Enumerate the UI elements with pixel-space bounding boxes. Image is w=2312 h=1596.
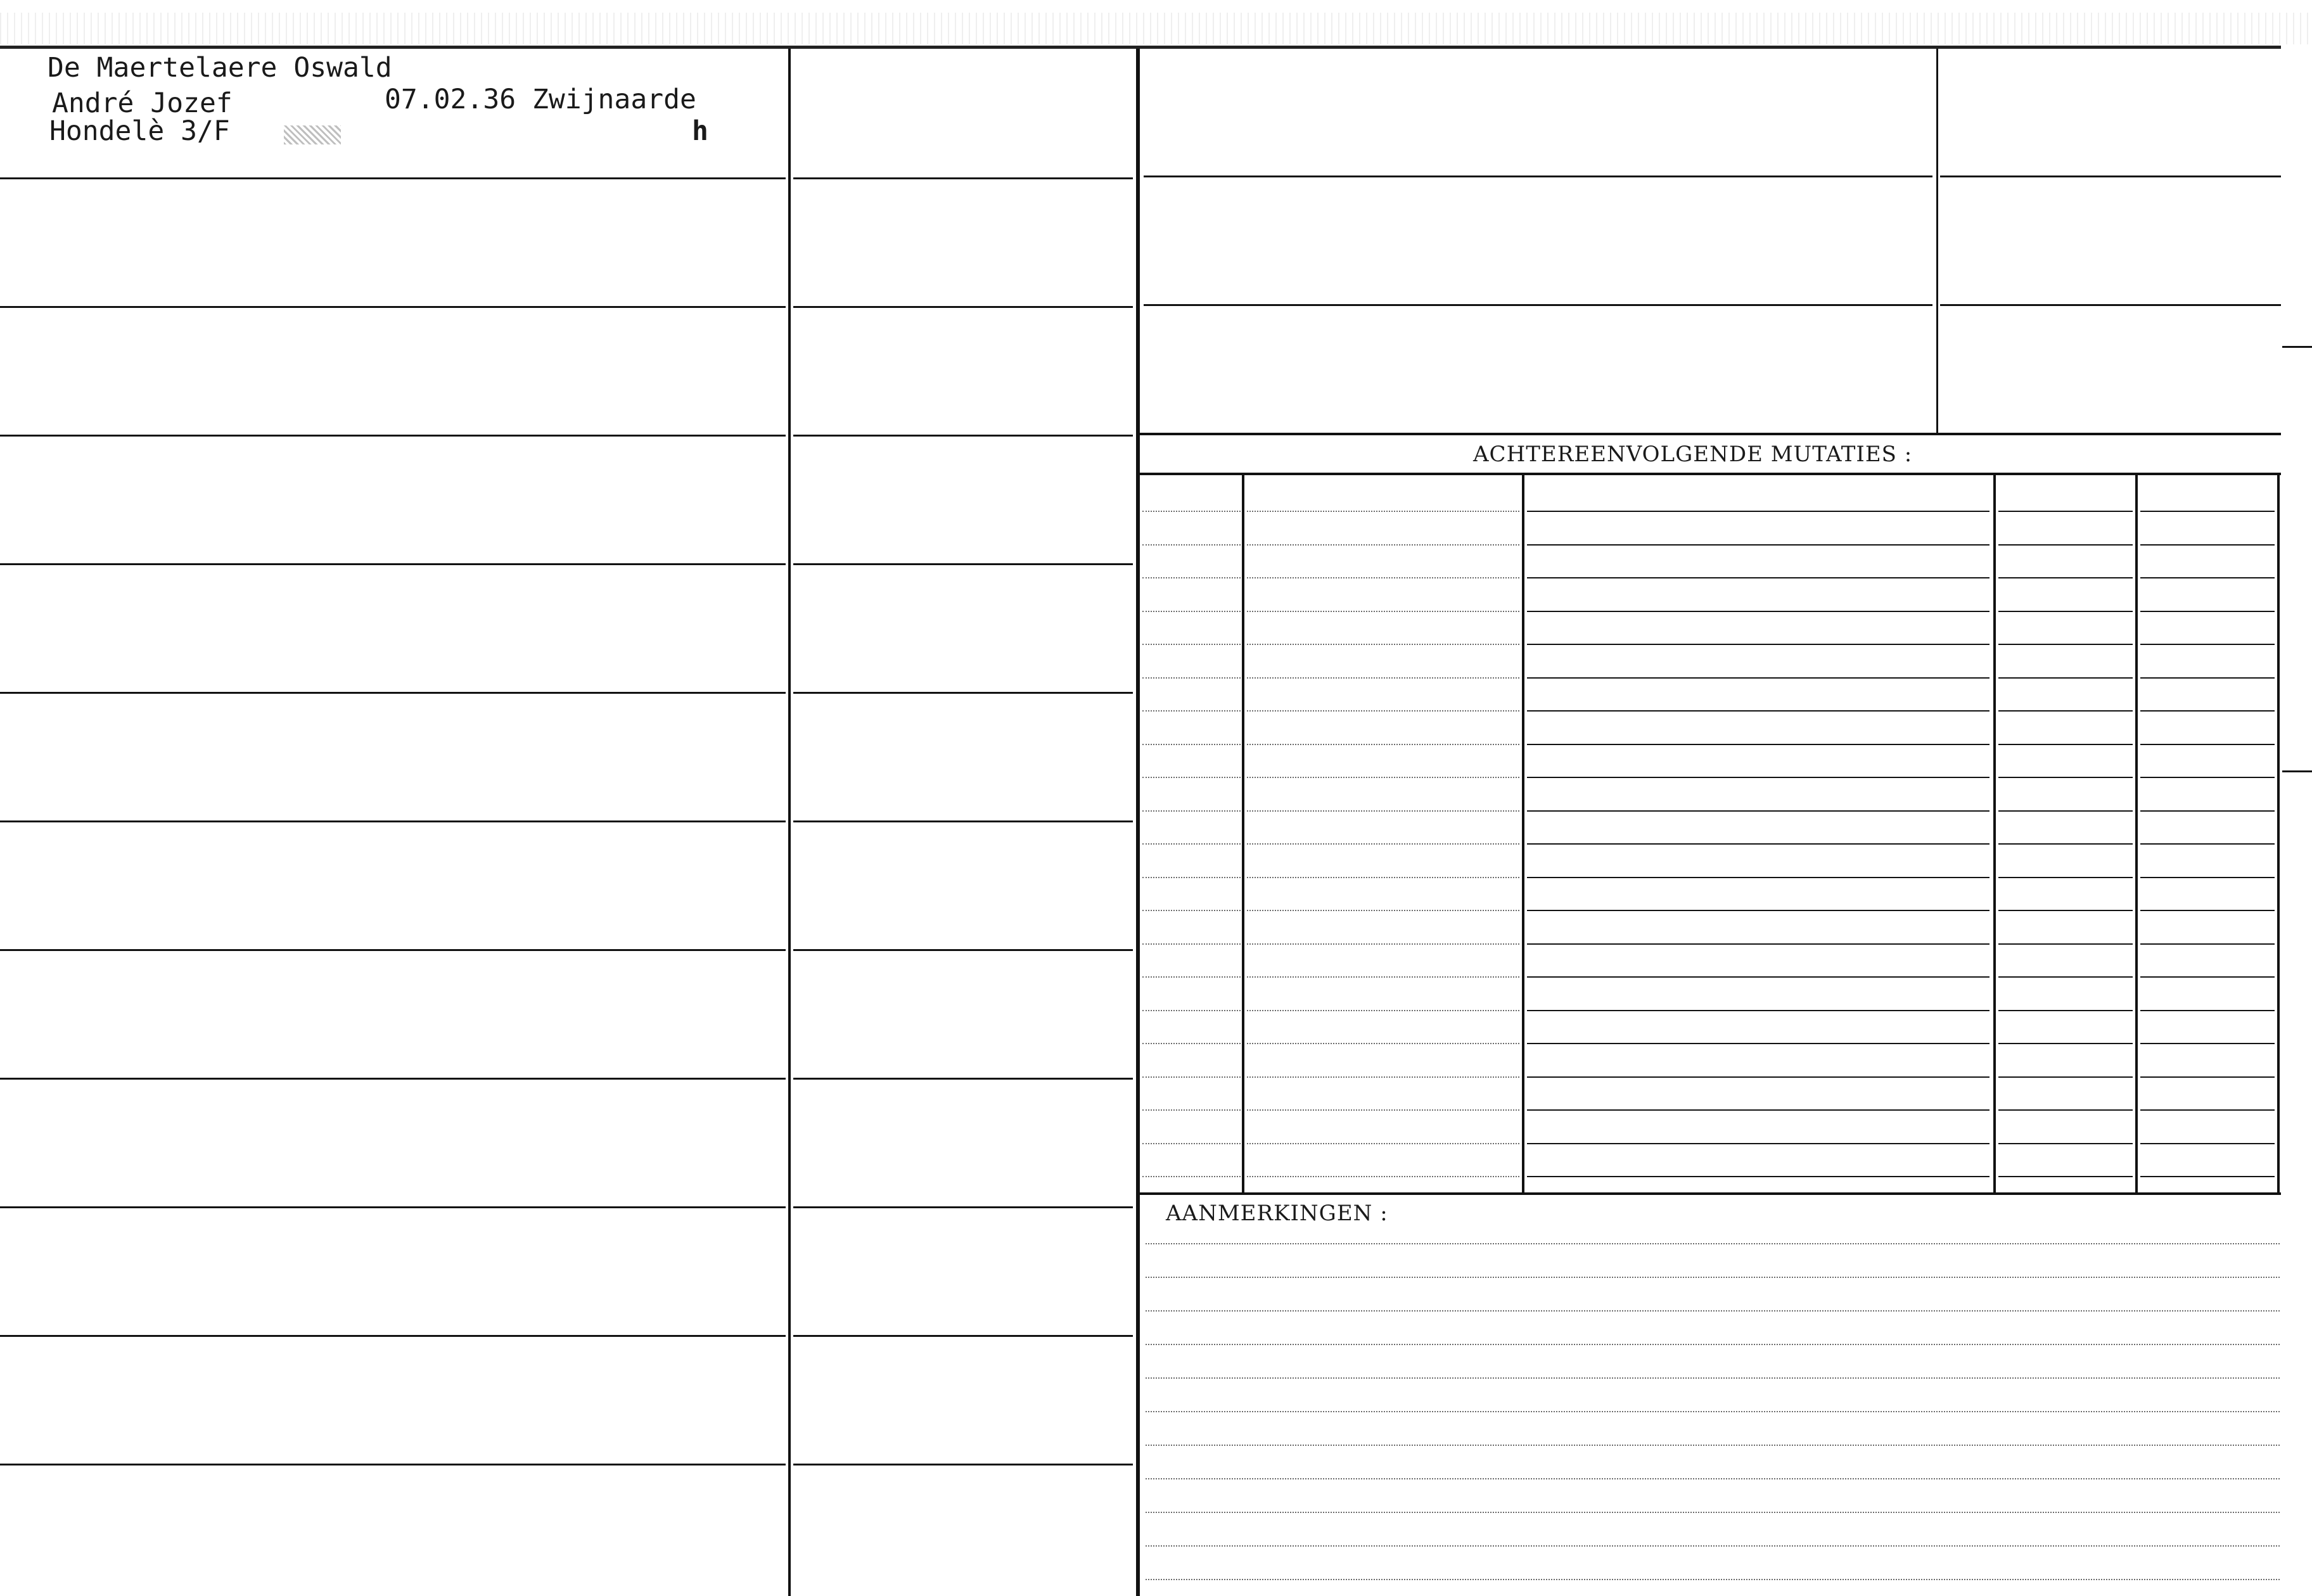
mutation-dotted-rule bbox=[1247, 810, 1519, 812]
faded-stamp bbox=[284, 125, 341, 144]
mutation-dotted-rule bbox=[1247, 777, 1519, 778]
mutation-dotted-rule bbox=[1247, 910, 1519, 911]
left-grid-divider bbox=[788, 49, 791, 1596]
mutation-solid-rule bbox=[1998, 843, 2133, 845]
mutation-dotted-rule bbox=[1142, 710, 1241, 712]
mutation-dotted-rule bbox=[1247, 577, 1519, 578]
mutation-dotted-rule bbox=[1247, 877, 1519, 878]
mutation-solid-rule bbox=[2140, 544, 2275, 546]
mutation-dotted-rule bbox=[1142, 744, 1241, 745]
left-grid-rule bbox=[0, 1464, 786, 1465]
remark-dotted-rule bbox=[1146, 1277, 2280, 1278]
right-upper-rule-1a bbox=[1144, 176, 1932, 177]
mutation-solid-rule bbox=[1998, 877, 2133, 878]
right-upper-rule-2b bbox=[1940, 304, 2281, 306]
mutation-dotted-rule bbox=[1142, 577, 1241, 578]
mutation-dotted-rule bbox=[1142, 1010, 1241, 1011]
mutation-solid-rule bbox=[1527, 1176, 1989, 1177]
edge-mark-1 bbox=[2282, 346, 2312, 348]
mutation-solid-rule bbox=[1527, 710, 1989, 712]
mutation-solid-rule bbox=[1998, 1043, 2133, 1044]
mutation-solid-rule bbox=[1998, 777, 2133, 778]
left-grid-rule bbox=[793, 1078, 1133, 1080]
mutation-dotted-rule bbox=[1142, 976, 1241, 978]
mutation-solid-rule bbox=[1998, 1176, 2133, 1177]
mutation-dotted-rule bbox=[1142, 877, 1241, 878]
mutation-solid-rule bbox=[2140, 1109, 2275, 1111]
mutation-solid-rule bbox=[2140, 577, 2275, 578]
mutation-dotted-rule bbox=[1142, 511, 1241, 512]
remark-dotted-rule bbox=[1146, 1478, 2280, 1479]
mutation-solid-rule bbox=[2140, 777, 2275, 778]
mutation-solid-rule bbox=[2140, 843, 2275, 845]
mutation-solid-rule bbox=[1998, 710, 2133, 712]
left-grid-rule bbox=[0, 306, 786, 308]
address: Hondelè 3/F bbox=[49, 115, 230, 147]
mutation-solid-rule bbox=[2140, 1010, 2275, 1011]
mutations-bottom-rule bbox=[1140, 1192, 2281, 1195]
mutation-solid-rule bbox=[2140, 810, 2275, 812]
mutation-solid-rule bbox=[1527, 1076, 1989, 1078]
mutation-solid-rule bbox=[1527, 777, 1989, 778]
mutations-col-2 bbox=[1522, 475, 1524, 1194]
mutation-dotted-rule bbox=[1247, 710, 1519, 712]
mutation-solid-rule bbox=[1527, 677, 1989, 679]
remark-dotted-rule bbox=[1146, 1411, 2280, 1412]
mutation-dotted-rule bbox=[1247, 1043, 1519, 1044]
mutation-dotted-rule bbox=[1142, 810, 1241, 812]
remark-dotted-rule bbox=[1146, 1512, 2280, 1513]
mutation-solid-rule bbox=[1998, 976, 2133, 978]
mutation-solid-rule bbox=[1998, 677, 2133, 679]
mutation-dotted-rule bbox=[1142, 1143, 1241, 1144]
left-grid-rule bbox=[793, 1464, 1133, 1465]
mutation-solid-rule bbox=[2140, 710, 2275, 712]
mutation-dotted-rule bbox=[1247, 1109, 1519, 1111]
remark-dotted-rule bbox=[1146, 1377, 2280, 1379]
mutation-solid-rule bbox=[2140, 943, 2275, 945]
left-grid-rule bbox=[793, 820, 1133, 822]
left-grid-rule bbox=[0, 177, 786, 179]
mutation-solid-rule bbox=[2140, 1176, 2275, 1177]
remark-dotted-rule bbox=[1146, 1445, 2280, 1446]
mutations-top-rule bbox=[1140, 473, 2281, 475]
mutation-dotted-rule bbox=[1247, 1076, 1519, 1078]
mutation-solid-rule bbox=[1527, 1109, 1989, 1111]
mutation-solid-rule bbox=[2140, 1143, 2275, 1144]
remark-dotted-rule bbox=[1146, 1243, 2280, 1244]
left-grid-rule bbox=[793, 177, 1133, 179]
mutation-dotted-rule bbox=[1142, 943, 1241, 945]
remark-dotted-rule bbox=[1146, 1579, 2280, 1580]
mutation-solid-rule bbox=[1998, 611, 2133, 612]
remark-dotted-rule bbox=[1146, 1310, 2280, 1312]
mutation-dotted-rule bbox=[1142, 611, 1241, 612]
mutation-solid-rule bbox=[1998, 544, 2133, 546]
top-border-rule bbox=[0, 46, 2281, 49]
mutation-solid-rule bbox=[1998, 1076, 2133, 1078]
mutation-solid-rule bbox=[1998, 943, 2133, 945]
edge-mark-2 bbox=[2282, 770, 2312, 772]
mutation-dotted-rule bbox=[1247, 677, 1519, 679]
mutation-dotted-rule bbox=[1247, 511, 1519, 512]
mutation-solid-rule bbox=[2140, 644, 2275, 645]
left-grid-rule bbox=[0, 692, 786, 694]
mutation-solid-rule bbox=[2140, 1076, 2275, 1078]
mutation-solid-rule bbox=[1527, 910, 1989, 911]
left-grid-rule bbox=[0, 1078, 786, 1080]
name-line: De Maertelaere Oswald bbox=[48, 52, 392, 84]
mutation-solid-rule bbox=[1527, 644, 1989, 645]
right-upper-rule-3 bbox=[1140, 433, 2281, 435]
mutation-dotted-rule bbox=[1142, 1043, 1241, 1044]
mutations-col-1 bbox=[1242, 475, 1244, 1194]
left-grid-rule bbox=[793, 435, 1133, 437]
mutation-solid-rule bbox=[1527, 810, 1989, 812]
mutation-solid-rule bbox=[2140, 1043, 2275, 1044]
mutation-dotted-rule bbox=[1142, 1176, 1241, 1177]
mutation-dotted-rule bbox=[1247, 843, 1519, 845]
mutation-solid-rule bbox=[1998, 577, 2133, 578]
mutation-solid-rule bbox=[1998, 644, 2133, 645]
left-grid-rule bbox=[793, 1206, 1133, 1208]
mutation-solid-rule bbox=[1527, 1043, 1989, 1044]
mutation-dotted-rule bbox=[1142, 910, 1241, 911]
right-upper-divider bbox=[1936, 49, 1938, 435]
mutations-heading: ACHTEREENVOLGENDE MUTATIES : bbox=[1473, 442, 1913, 467]
given-names: André Jozef bbox=[52, 87, 233, 119]
remark-dotted-rule bbox=[1146, 1344, 2280, 1345]
remarks-heading: AANMERKINGEN : bbox=[1166, 1201, 1388, 1226]
mutations-col-4 bbox=[2135, 475, 2138, 1194]
scan-noise-band bbox=[0, 13, 2312, 44]
mutation-solid-rule bbox=[2140, 877, 2275, 878]
mutation-dotted-rule bbox=[1142, 1076, 1241, 1078]
left-grid-rule bbox=[793, 563, 1133, 565]
mutation-solid-rule bbox=[1527, 744, 1989, 745]
mutation-solid-rule bbox=[2140, 910, 2275, 911]
mutation-dotted-rule bbox=[1247, 1143, 1519, 1144]
birth-info: 07.02.36 Zwijnaarde bbox=[385, 84, 696, 115]
mutation-solid-rule bbox=[1998, 744, 2133, 745]
remark-dotted-rule bbox=[1146, 1545, 2280, 1547]
mutation-solid-rule bbox=[1998, 511, 2133, 512]
marker-letter: h bbox=[692, 115, 708, 147]
mutation-dotted-rule bbox=[1142, 843, 1241, 845]
mutation-solid-rule bbox=[2140, 611, 2275, 612]
mutation-solid-rule bbox=[1527, 544, 1989, 546]
mutation-dotted-rule bbox=[1142, 1109, 1241, 1111]
left-grid-rule bbox=[0, 1335, 786, 1337]
left-grid-rule bbox=[0, 563, 786, 565]
mutation-dotted-rule bbox=[1247, 644, 1519, 645]
mutation-solid-rule bbox=[1527, 976, 1989, 978]
mutation-solid-rule bbox=[1998, 1143, 2133, 1144]
mutation-solid-rule bbox=[1527, 843, 1989, 845]
left-grid-rule bbox=[793, 692, 1133, 694]
mutation-solid-rule bbox=[2140, 511, 2275, 512]
mutation-dotted-rule bbox=[1247, 1010, 1519, 1011]
mutation-solid-rule bbox=[1527, 1010, 1989, 1011]
mutation-solid-rule bbox=[2140, 744, 2275, 745]
mutations-col-5 bbox=[2277, 475, 2280, 1194]
mutation-solid-rule bbox=[1527, 1143, 1989, 1144]
mutation-solid-rule bbox=[1998, 910, 2133, 911]
left-grid-rule bbox=[0, 435, 786, 437]
left-grid-rule bbox=[793, 306, 1133, 308]
right-upper-rule-2a bbox=[1144, 304, 1932, 306]
mutation-dotted-rule bbox=[1142, 644, 1241, 645]
mutation-dotted-rule bbox=[1247, 744, 1519, 745]
right-upper-rule-1b bbox=[1940, 176, 2281, 177]
mutation-dotted-rule bbox=[1142, 544, 1241, 546]
mutation-dotted-rule bbox=[1142, 677, 1241, 679]
mutation-dotted-rule bbox=[1247, 544, 1519, 546]
left-grid-rule bbox=[793, 1335, 1133, 1337]
left-grid-rule bbox=[0, 1206, 786, 1208]
mutation-solid-rule bbox=[2140, 677, 2275, 679]
mutations-col-3 bbox=[1993, 475, 1996, 1194]
mutation-solid-rule bbox=[1527, 611, 1989, 612]
mutation-dotted-rule bbox=[1247, 611, 1519, 612]
mutation-solid-rule bbox=[1527, 577, 1989, 578]
mutation-dotted-rule bbox=[1142, 777, 1241, 778]
left-grid-rule bbox=[793, 949, 1133, 951]
mutation-solid-rule bbox=[1998, 810, 2133, 812]
center-divider bbox=[1136, 49, 1140, 1596]
mutation-solid-rule bbox=[1527, 877, 1989, 878]
mutation-dotted-rule bbox=[1247, 943, 1519, 945]
mutation-solid-rule bbox=[2140, 976, 2275, 978]
mutation-solid-rule bbox=[1998, 1109, 2133, 1111]
mutation-solid-rule bbox=[1527, 511, 1989, 512]
left-grid-rule bbox=[0, 949, 786, 951]
mutation-solid-rule bbox=[1527, 943, 1989, 945]
left-grid-rule bbox=[0, 820, 786, 822]
mutation-dotted-rule bbox=[1247, 1176, 1519, 1177]
mutation-solid-rule bbox=[1998, 1010, 2133, 1011]
mutation-dotted-rule bbox=[1247, 976, 1519, 978]
